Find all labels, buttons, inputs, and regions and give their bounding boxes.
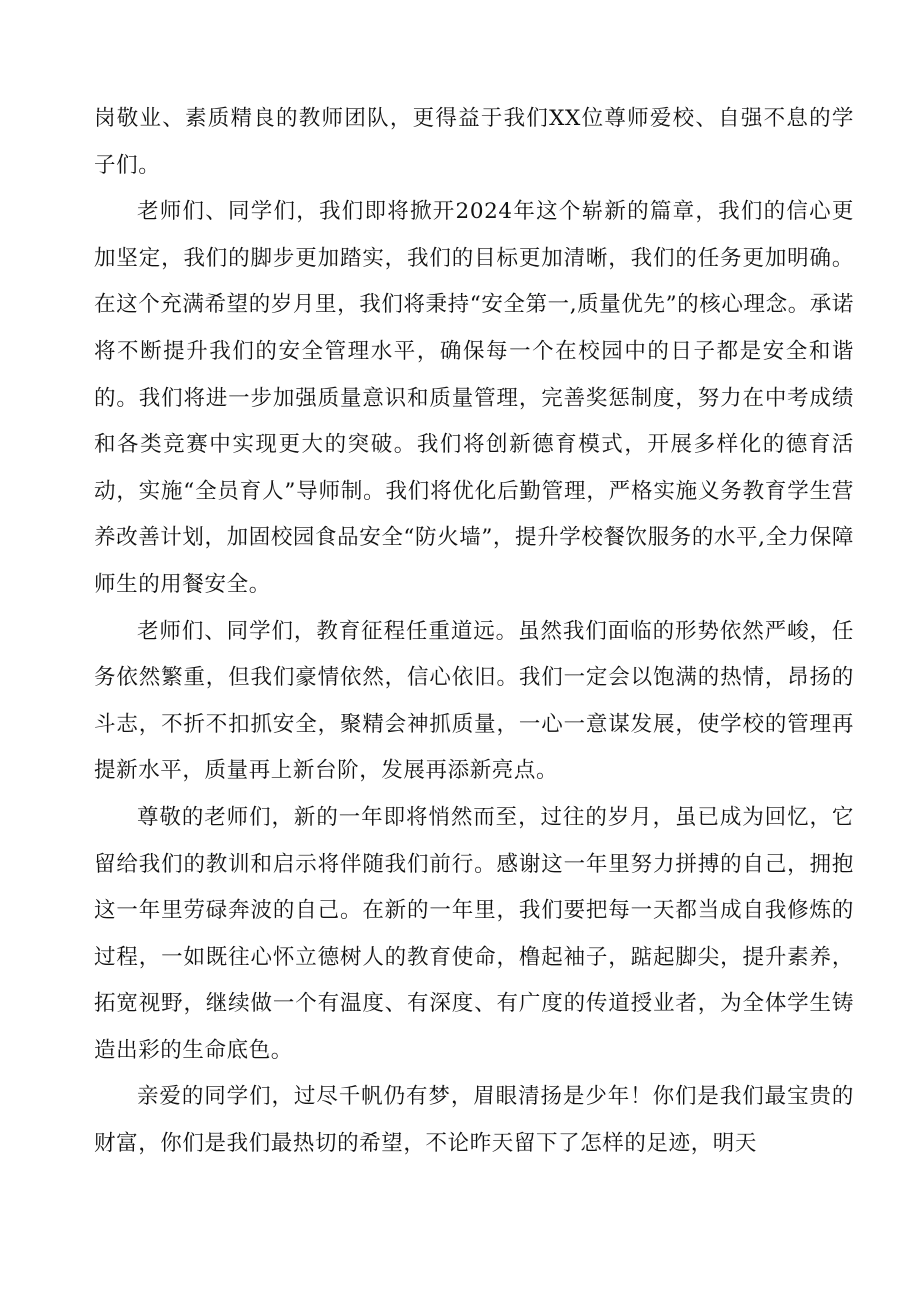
body-text	[94, 96, 854, 1168]
paragraph-to-students: 亲爱的同学们，过尽千帆仍有梦，眉眼清扬是少年！你们是我们最宝贵的财富，你们是我们最热切的希望，不论昨天留下了怎样的足迹，明天	[94, 1084, 854, 1157]
paragraph-to-teachers: 尊敬的老师们，新的一年即将悄然而至，过往的岁月，虽已成为回忆，它留给我们的教训和启示将伴随我们前行。感谢这一年里努力拼搏的自己，拥抱这一年里劳碌奔波的自己。在新的一年里，我们要把每一天都当成自我修炼的过程，一如既往心怀立德树人的教育使命，橹起袖子，踮起脚尖，提升素养，拓宽视野，继续做一个有温度、有深度、有广度的传道授业者，为全体学生铸造出彩的生命底色。	[94, 804, 854, 1063]
paragraph-new-chapter: 老师们、同学们，我们即将掀开2024年这个崭新的篇章，我们的信心更加坚定，我们的脚步更加踏实，我们的目标更加清晰，我们的任务更加明确。在这个充满希望的岁月里，我们将秉持“安全第一,质量优先”的核心理念。承诺将不断提升我们的安全管理水平，确保每一个在校园中的日子都是安全和谐的。我们将进一步加强质量意识和质量管理，完善奖惩制度，努力在中考成绩和各类竞赛中实现更大的突破。我们将创新德育模式，开展多样化的德育活动，实施“全员育人”导师制。我们将优化后勤管理，严格实施义务教育学生营养改善计划，加固校园食品安全“防火墙”，提升学校餐饮服务的水平,全力保障师生的用餐安全。	[94, 199, 854, 597]
paragraph-education-journey: 老师们、同学们，教育征程任重道远。虽然我们面临的形势依然严峻，任务依然繁重，但我们豪情依然，信心依旧。我们一定会以饱满的热情，昂扬的斗志，不折不扣抓安全，聚精会神抓质量，一心一意谋发展，使学校的管理再提新水平，质量再上新台阶，发展再添新亮点。	[94, 618, 854, 784]
paragraph-continuation: 岗敬业、素质精良的教师团队，更得益于我们XX位尊师爱校、自强不息的学子们。	[94, 106, 854, 178]
